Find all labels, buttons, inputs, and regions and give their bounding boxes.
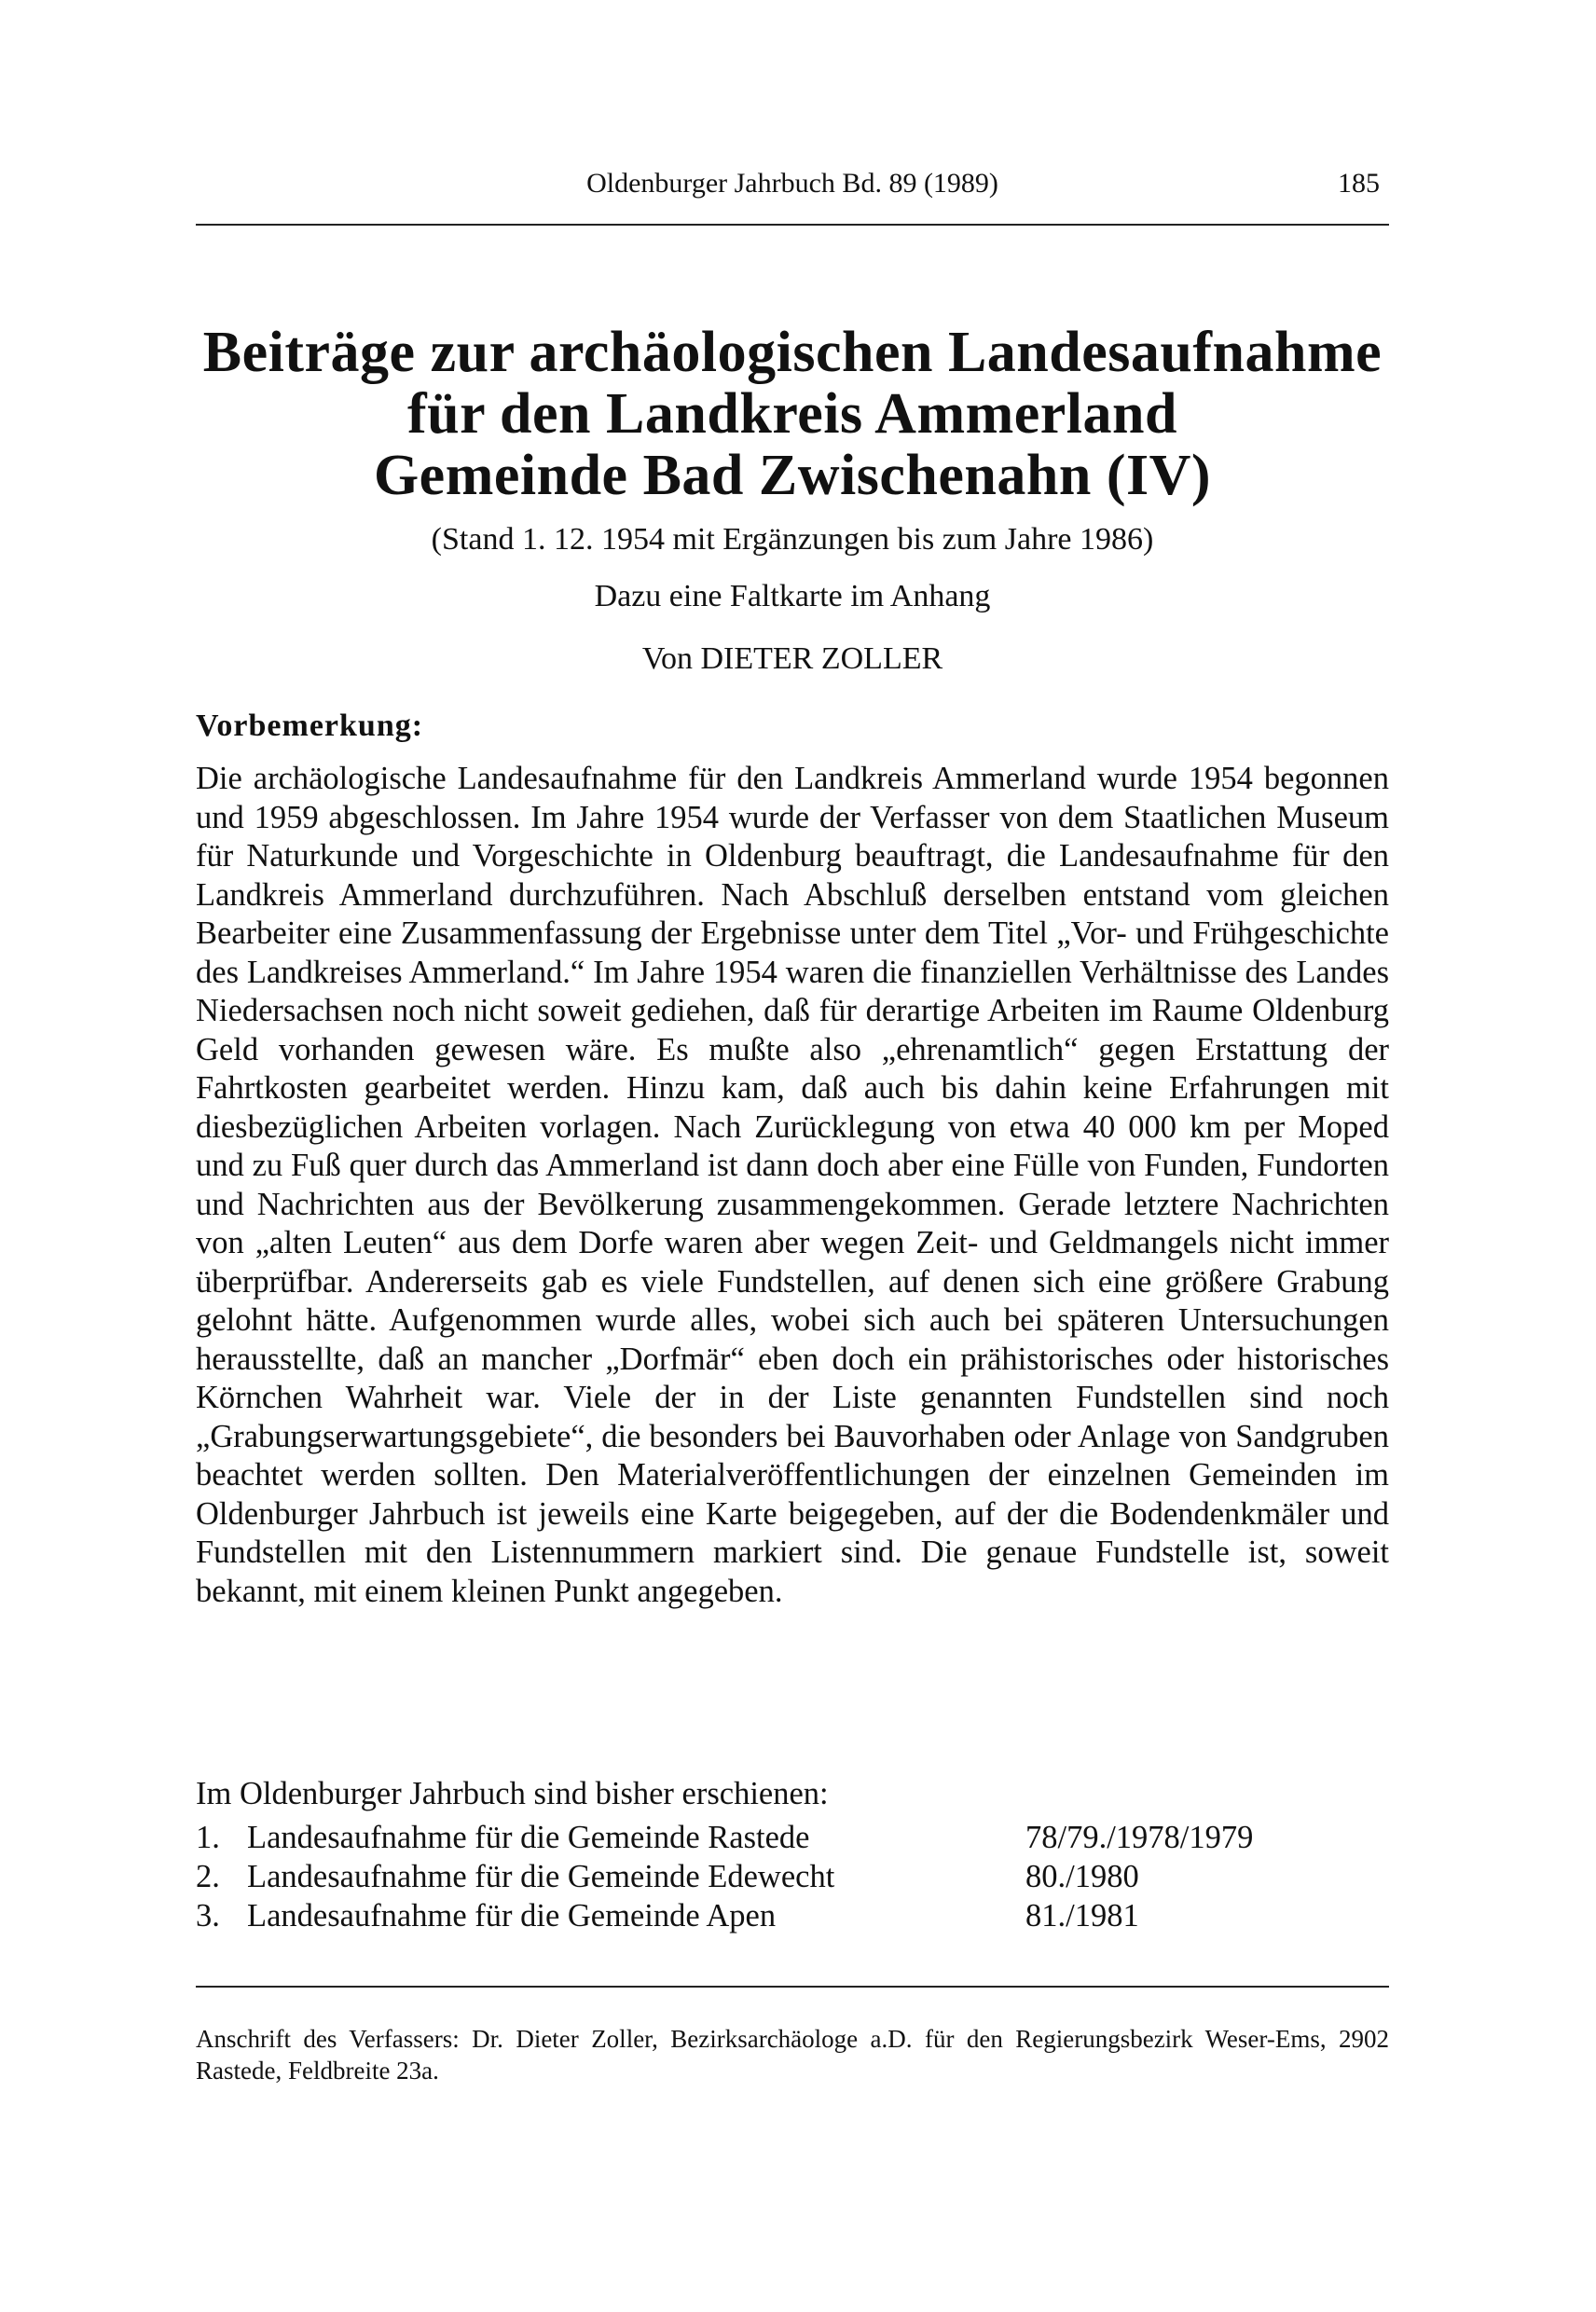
list-item [196,1857,1389,1896]
running-header [196,168,1389,214]
body-paragraph: Die archäologische Landesaufnahme für den Landkreis Ammerland wurde 1954 begonnen und 1959 abgeschlossen. Im Jahre 1954 wurde der Verfasser von dem Staatlichen Museum für Naturkunde und Vorgeschichte in Oldenburg beauftragt, die Landesaufnahme für den Landkreis Ammerland durchzuführen. Nach Abschluß derselben entstand vom gleichen Bearbeiter eine Zusammenfassung der Ergebnisse unter dem Titel „Vor- und Frühgeschichte des Landkreises Ammerland.“ Im Jahre 1954 waren die finanziellen Verhältnisse des Landes Niedersachsen noch nicht soweit gediehen, daß für derartige Arbeiten im Raume Oldenburg Geld vorhanden gewesen wäre. Es mußte also „ehrenamtlich“ gegen Erstattung der Fahrtkosten gearbeitet werden. Hinzu kam, daß auch bis dahin keine Erfahrungen mit diesbezüglichen Arbeiten vorlagen. Nach Zurücklegung von etwa 40 000 km per Moped und zu Fuß quer durch das Ammerland ist dann doch aber eine Fülle von Funden, Fundorten und Nachrichten aus der Bevölkerung zusammengekommen. Gerade letztere Nachrichten von „alten Leuten“ aus dem Dorfe waren aber wegen Zeit- und Geldmangels nicht immer überprüfbar. Andererseits gab es viele Fundstellen, auf denen sich eine größere Grabung gelohnt hätte. Aufgenommen wurde alles, wobei sich auch bei späteren Untersuchungen herausstellte, daß an mancher „Dorfmär“ eben doch ein prähistorisches oder historisches Körnchen Wahrheit war. Viele der in der Liste genannten Fundstellen sind noch „Grabungserwartungsgebiete“, die besonders bei Bauvorhaben oder Anlage von Sandgruben beachtet werden sollten. Den Materialveröffentlichungen der einzelnen Gemeinden im Oldenburger Jahrbuch ist jeweils eine Karte beigegeben, auf der die Bodendenkmäler und Fundstellen mit den Listennummern markiert sind. Die genaue Fundstelle ist, soweit bekannt, mit einem kleinen Punkt angegeben. [196,761,1389,1609]
body-paragraph-block [196,760,1389,1611]
author-address: Anschrift des Verfassers: Dr. Dieter Zoller, Bezirksarchäologe a.D. für den Regierungsbezirk Weser-Ems, 2902 Rastede, Feldbreite 23a. [196,2025,1389,2085]
page-number: 185 [1338,168,1380,199]
list-item-reference: 80./1980 [1025,1859,1139,1894]
list-item [196,1896,1389,1935]
header-rule [196,224,1389,226]
section-heading: Vorbemerkung: [196,709,424,743]
faltkarte-line: Dazu eine Faltkarte im Anhang [594,579,991,613]
list-item-reference: 78/79./1978/1979 [1025,1820,1254,1855]
list-item-number: 1. [196,1820,220,1855]
title-line-1: Beiträge zur archäologischen Landesaufnahme [202,321,1383,384]
title-line-2: für den Landkreis Ammerland [407,382,1177,446]
title-line-3: Gemeinde Bad Zwischenahn (IV) [373,444,1212,507]
journal-title: Oldenburger Jahrbuch Bd. 89 (1989) [586,168,998,199]
stand-line: (Stand 1. 12. 1954 mit Ergänzungen bis zum Jahre 1986) [431,522,1154,557]
list-item [196,1818,1389,1857]
list-item-number: 2. [196,1859,220,1894]
list-item-number: 3. [196,1898,220,1934]
footnote-rule [196,1986,1389,1988]
author-line: Von DIETER ZOLLER [641,641,943,676]
published-intro: Im Oldenburger Jahrbuch sind bisher erschienen: [196,1776,829,1811]
list-item-label: Landesaufnahme für die Gemeinde Edewecht [247,1859,835,1894]
published-list [196,1818,1389,1935]
list-item-label: Landesaufnahme für die Gemeinde Apen [247,1898,777,1934]
list-item-reference: 81./1981 [1025,1898,1139,1934]
list-item-label: Landesaufnahme für die Gemeinde Rastede [247,1820,810,1855]
